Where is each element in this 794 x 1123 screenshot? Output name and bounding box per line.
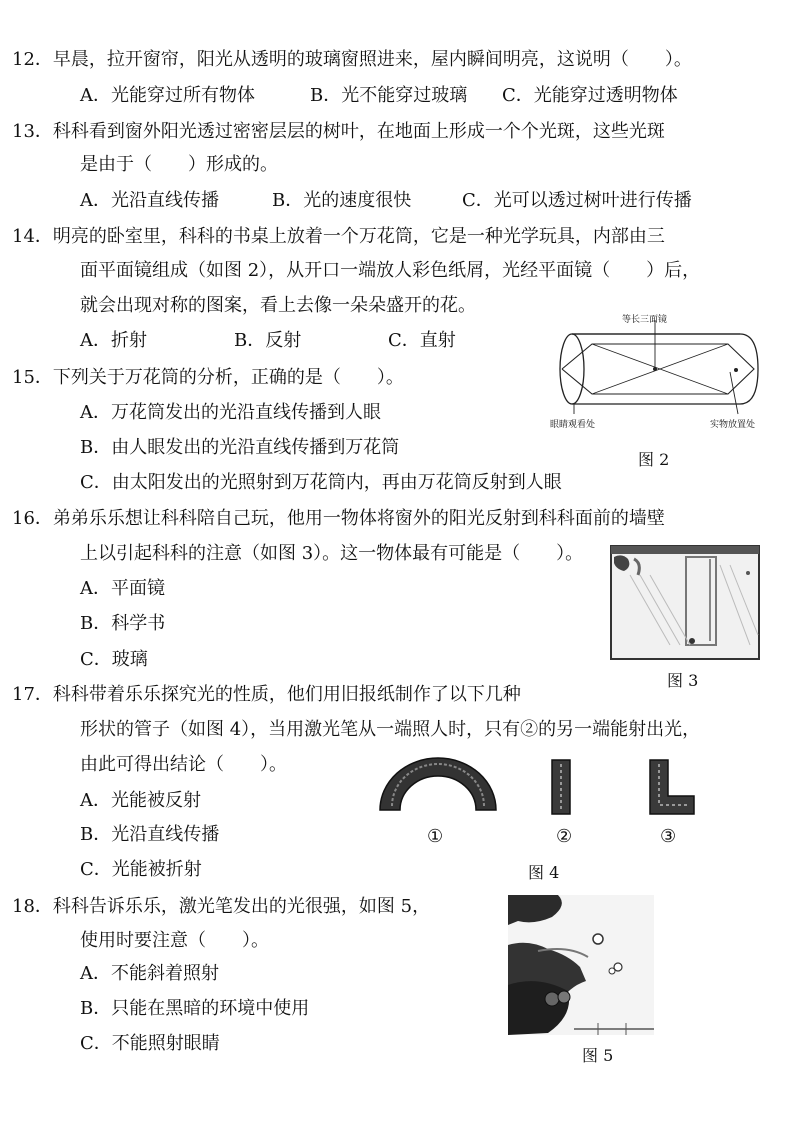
q18-option-a: A．不能斜着照射 [80, 963, 219, 984]
q16-stem-line2: 上以引起科科的注意（如图 3）。这一物体最有可能是（ ）。 [80, 543, 584, 564]
q15-stem: 15．下列关于万花筒的分析，正确的是（ ）。 [12, 367, 404, 388]
q15-option-c: C．由太阳发出的光照射到万花筒内，再由万花筒反射到人眼 [80, 472, 562, 493]
figure-4-label-2: ② [556, 826, 573, 847]
q12-option-b: B．光不能穿过玻璃 [310, 85, 468, 106]
q17-stem-line3: 由此可得出结论（ ）。 [80, 754, 287, 775]
figure-4-caption: 图 4 [528, 863, 560, 882]
figure-4-tubes [378, 752, 698, 820]
q16-option-a: A．平面镜 [80, 578, 165, 599]
figure-2-caption: 图 2 [638, 450, 670, 469]
figure-4-label-1: ① [427, 826, 444, 847]
figure-5-photo [508, 895, 654, 1035]
q14-option-c: C．直射 [388, 330, 456, 351]
figure-2-label-eye: 眼睛观看处 [550, 420, 596, 430]
q18-stem-line2: 使用时要注意（ ）。 [80, 930, 269, 951]
q14-stem-line2: 面平面镜组成（如图 2），从开口一端放人彩色纸屑，光经平面镜（ ）后， [80, 260, 701, 281]
q13-option-a: A．光沿直线传播 [80, 190, 219, 211]
q13-stem-line2: 是由于（ ）形成的。 [80, 154, 278, 175]
q17-stem-line1: 17．科科带着乐乐探究光的性质，他们用旧报纸制作了以下几种 [12, 684, 521, 705]
laser-pointer-image [508, 895, 654, 1035]
figure-4-label-3: ③ [660, 826, 677, 847]
q14-stem-line3: 就会出现对称的图案，看上去像一朵朵盛开的花。 [80, 295, 476, 316]
q17-option-b: B．光沿直线传播 [80, 824, 220, 845]
q14-option-b: B．反射 [234, 330, 302, 351]
q13-option-c: C．光可以透过树叶进行传播 [462, 190, 692, 211]
q12-stem: 12．早晨，拉开窗帘，阳光从透明的玻璃窗照进来，屋内瞬间明亮，这说明（ ）。 [12, 49, 692, 70]
q17-stem-line2: 形状的管子（如图 4），当用激光笔从一端照人时，只有②的另一端能射出光， [80, 719, 701, 740]
q13-option-b: B．光的速度很快 [272, 190, 412, 211]
q17-option-a: A．光能被反射 [80, 790, 201, 811]
q18-stem-line1: 18．科科告诉乐乐，激光笔发出的光很强，如图 5， [12, 896, 431, 917]
q18-option-c: C．不能照射眼睛 [80, 1033, 220, 1054]
q17-option-c: C．光能被折射 [80, 859, 202, 880]
q16-stem-line1: 16．弟弟乐乐想让科科陪自己玩，他用一物体将窗外的阳光反射到科科面前的墙壁 [12, 508, 665, 529]
q12-option-c: C．光能穿过透明物体 [502, 85, 678, 106]
q14-stem-line1: 14．明亮的卧室里，科科的书桌上放着一个万花筒，它是一种光学玩具，内部由三 [12, 226, 665, 247]
q15-option-a: A．万花筒发出的光沿直线传播到人眼 [80, 402, 381, 423]
q16-option-c: C．玻璃 [80, 649, 148, 670]
figure-3-caption: 图 3 [667, 671, 699, 690]
figure-2-label-object: 实物放置处 [710, 420, 756, 430]
figure-2-kaleidoscope [550, 312, 765, 437]
q18-option-b: B．只能在黑暗的环境中使用 [80, 998, 310, 1019]
q15-option-b: B．由人眼发出的光沿直线传播到万花筒 [80, 437, 400, 458]
wall-reflection-image [610, 545, 760, 660]
q13-stem-line1: 13．科科看到窗外阳光透过密密层层的树叶，在地面上形成一个个光斑，这些光斑 [12, 121, 665, 142]
figure-3-photo [610, 545, 760, 660]
paper-tubes-diagram [378, 752, 698, 820]
figure-2-label-mirrors: 等长三面镜 [622, 315, 668, 325]
figure-5-caption: 图 5 [582, 1046, 614, 1065]
q14-option-a: A．折射 [80, 330, 147, 351]
q12-option-a: A．光能穿过所有物体 [80, 85, 255, 106]
q16-option-b: B．科学书 [80, 613, 166, 634]
